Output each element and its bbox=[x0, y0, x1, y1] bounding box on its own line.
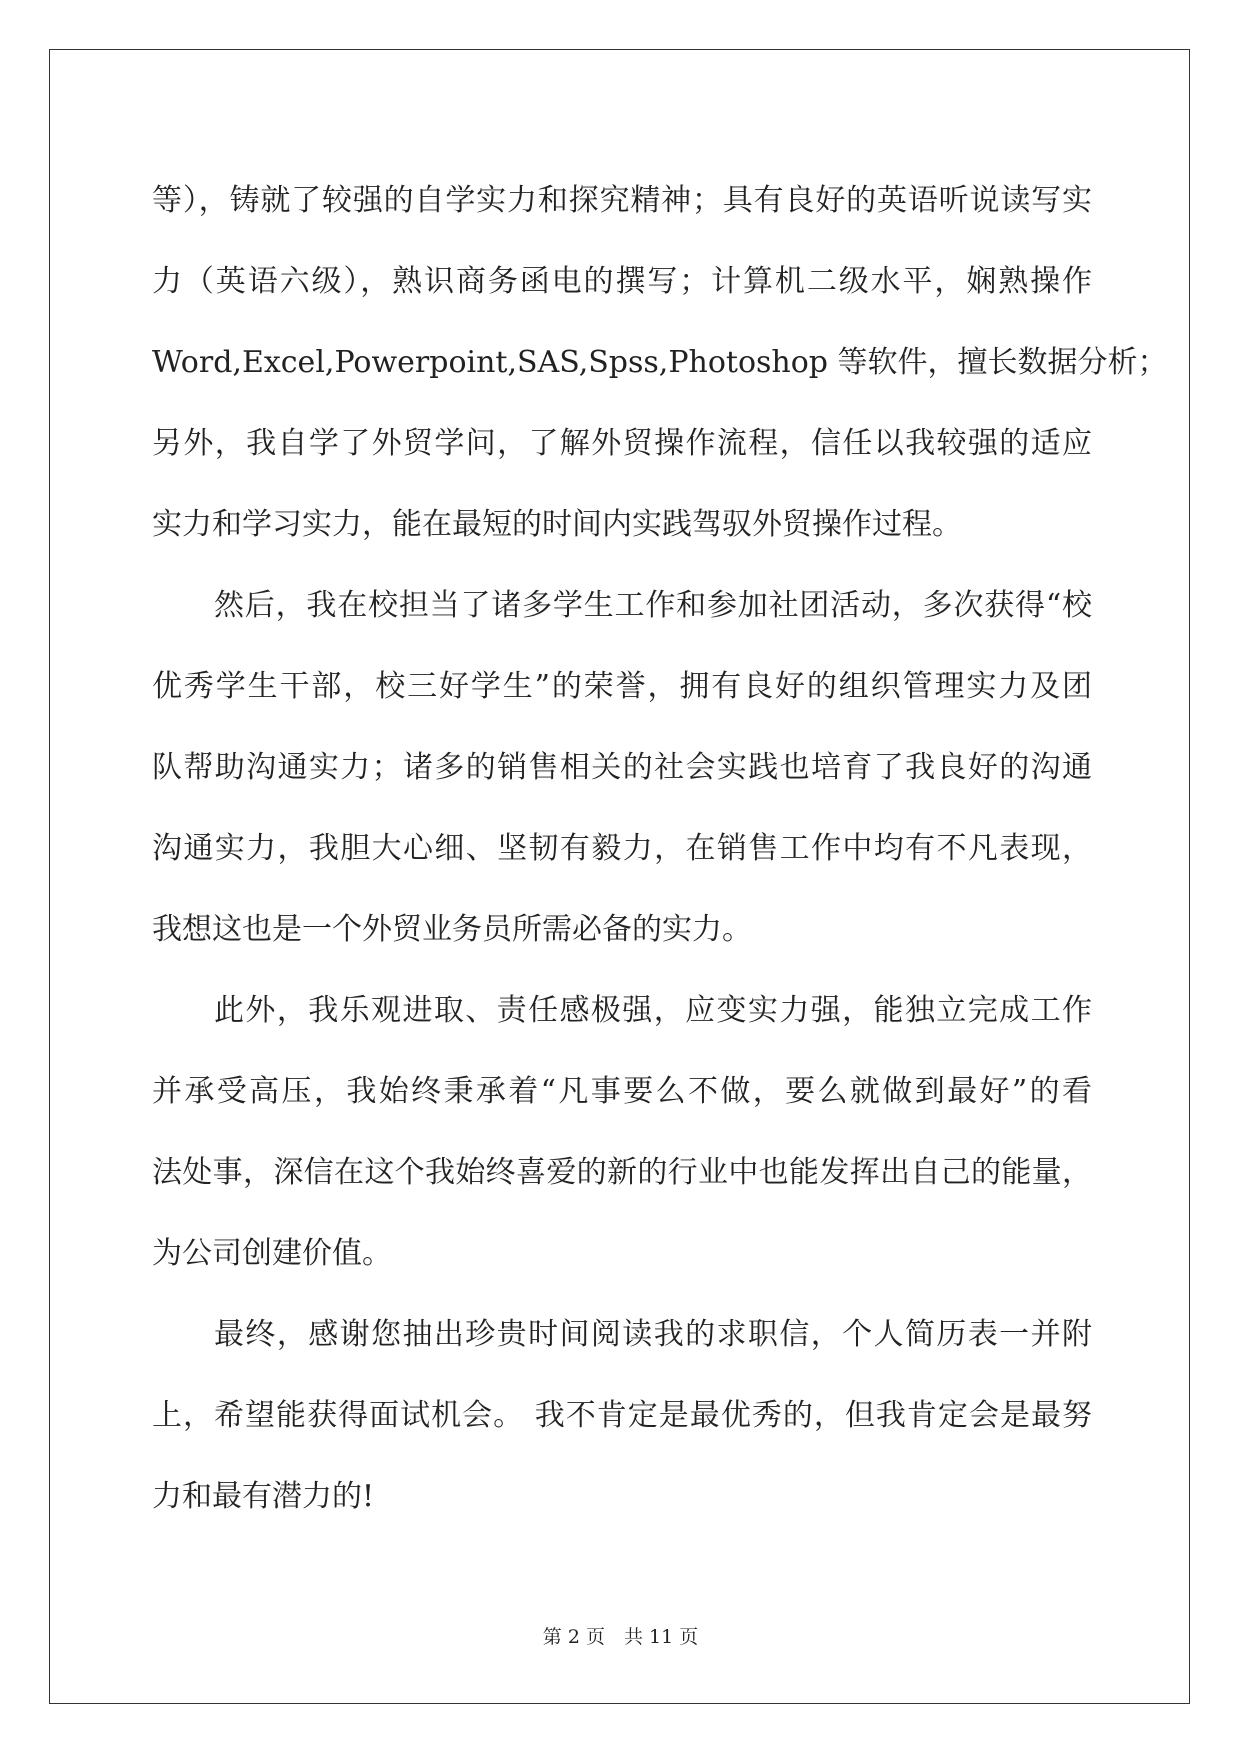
text-line: 沟通实力，我胆大心细、坚韧有毅力，在销售工作中均有不凡表现， bbox=[152, 831, 1092, 866]
paragraph-closing bbox=[152, 1294, 1092, 1537]
paragraph-continuation bbox=[152, 160, 1168, 565]
document-body bbox=[152, 160, 1168, 1537]
text-line: 力（英语六级），熟识商务函电的撰写；计算机二级水平，娴熟操作 bbox=[152, 264, 1092, 299]
text-line: 队帮助沟通实力；诸多的销售相关的社会实践也培育了我良好的沟通 bbox=[152, 750, 1092, 785]
text-line: 最终，感谢您抽出珍贵时间阅读我的求职信，个人简历表一并附 bbox=[214, 1317, 1092, 1352]
text-line: 上，希望能获得面试机会。 我不肯定是最优秀的，但我肯定会是最努 bbox=[152, 1398, 1092, 1433]
text-line: 优秀学生干部，校三好学生”的荣誉，拥有良好的组织管理实力及团 bbox=[152, 669, 1092, 704]
text-line: 另外，我自学了外贸学问，了解外贸操作流程，信任以我较强的适应 bbox=[152, 426, 1092, 461]
text-line: 此外，我乐观进取、责任感极强，应变实力强，能独立完成工作 bbox=[214, 993, 1092, 1028]
text-line: 实力和学习实力，能在最短的时间内实践驾驭外贸操作过程。 bbox=[152, 507, 962, 542]
text-line: 力和最有潜力的! bbox=[152, 1479, 375, 1514]
page-number-footer: 第 2 页 共 11 页 bbox=[542, 1626, 699, 1648]
paragraph-personality bbox=[152, 970, 1092, 1294]
text-line: 我想这也是一个外贸业务员所需必备的实力。 bbox=[152, 912, 752, 947]
text-line: 然后，我在校担当了诸多学生工作和参加社团活动，多次获得“校 bbox=[214, 588, 1092, 623]
text-line: 为公司创建价值。 bbox=[152, 1236, 392, 1271]
text-line: 法处事，深信在这个我始终喜爱的新的行业中也能发挥出自己的能量， bbox=[152, 1155, 1092, 1190]
text-line: Word,Excel,Powerpoint,SAS,Spss,Photoshop 等软件，擅长数据分析； bbox=[152, 345, 1168, 380]
text-line: 等），铸就了较强的自学实力和探究精神；具有良好的英语听说读写实 bbox=[152, 183, 1092, 218]
text-line: 并承受高压，我始终秉承着“凡事要么不做，要么就做到最好”的看 bbox=[152, 1074, 1092, 1109]
paragraph-activities bbox=[152, 565, 1092, 970]
